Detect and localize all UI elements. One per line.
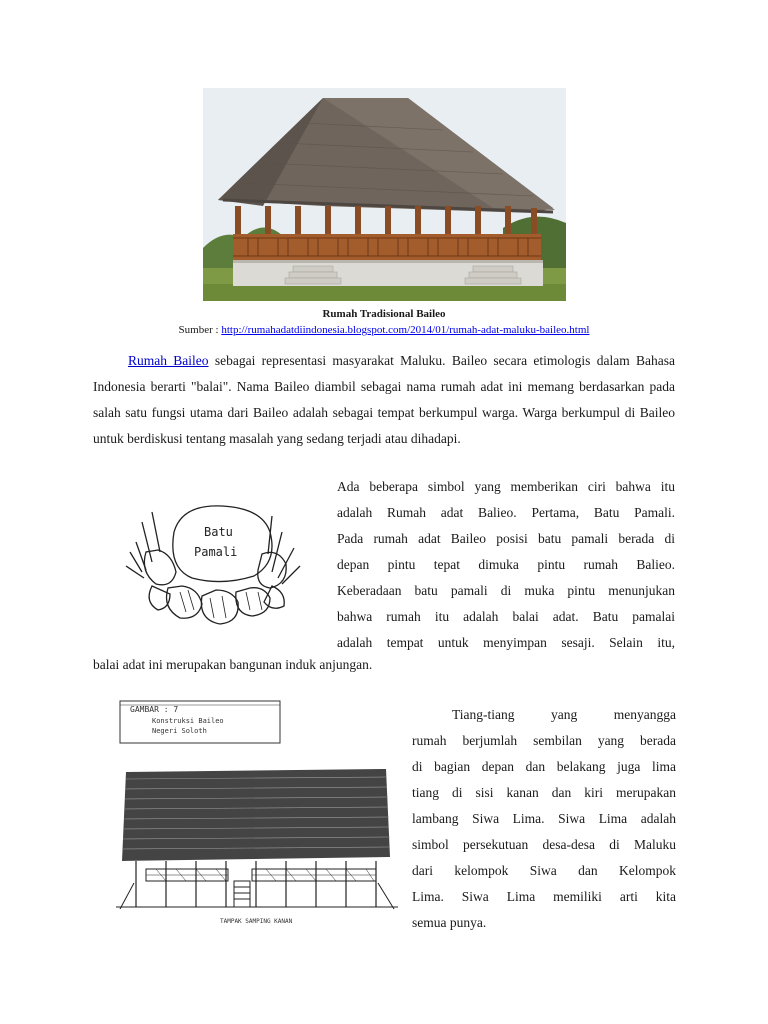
siwa-lima-line: lambang Siwa Lima. Siwa Lima adalah xyxy=(412,811,676,826)
pamali-line: Keberadaan batu pamali di muka pintu menunjukan xyxy=(337,583,675,598)
siwa-lima-line: simbol persekutuan desa-desa di Maluku xyxy=(412,837,676,852)
batu-pamali-sketch xyxy=(122,492,308,638)
siwa-lima-line: dari kelompok Siwa dan Kelompok xyxy=(412,863,676,878)
paragraph-baileo-intro xyxy=(93,348,675,452)
drawing-label-number: GAMBAR : 7 xyxy=(130,705,179,714)
batu-label: Batu xyxy=(204,525,233,539)
source-link[interactable]: http://rumahadatdiindonesia.blogspot.com/2014/01/rumah-adat-maluku-baileo.html xyxy=(221,324,590,336)
paragraph-baileo-intro-text: sebagai representasi masyarakat Maluku. Baileo secara etimologis dalam Bahasa Indonesia berarti "balai". Nama Baileo diambil sebagai nama rumah adat ini memang berdasarkan pada salah satu fungsi utama dari Baileo adalah sebagai tempat berkumpul warga. Warga berkumpul di Baileo untuk berdiskusi tentang masalah yang sedang terjadi atau dihadapi. xyxy=(93,353,675,446)
baileo-house-photo xyxy=(203,88,566,301)
pamali-line: Ada beberapa simbol yang memberikan ciri bahwa itu xyxy=(337,479,675,494)
pamali-line: adalah tempat untuk menyimpan sesaji. Selain itu, xyxy=(337,635,675,650)
drawing-bottom-label: TAMPAK SAMPING KANAN xyxy=(220,918,293,925)
pamali-label: Pamali xyxy=(194,545,238,559)
drawing-label-title: Konstruksi Baileo xyxy=(152,717,224,725)
baileo-construction-drawing xyxy=(116,697,398,929)
pamali-last-line: balai adat ini merupakan bangunan induk anjungan. xyxy=(93,657,373,672)
construction-drawing-illustration xyxy=(116,697,398,929)
siwa-lima-line: rumah berjumlah sembilan yang berada xyxy=(412,733,676,748)
siwa-lima-line: Tiang-tiang yang menyangga xyxy=(452,707,676,722)
figure-source xyxy=(0,324,768,336)
source-prefix: Sumber : xyxy=(178,324,222,336)
drawing-label-place: Negeri Soloth xyxy=(152,727,207,735)
batu-pamali-illustration xyxy=(122,492,308,638)
pamali-line: Pada rumah adat Baileo posisi batu pamali berada di xyxy=(337,531,675,546)
figure-caption: Rumah Tradisional Baileo xyxy=(322,308,446,320)
siwa-lima-line: Lima. Siwa Lima memiliki arti kita xyxy=(412,889,676,904)
pamali-line: depan pintu tepat dimuka pintu rumah Balieo. xyxy=(337,557,675,572)
pamali-line: adalah Rumah adat Balieo. Pertama, Batu Pamali. xyxy=(337,505,675,520)
baileo-photo-illustration xyxy=(203,88,566,301)
siwa-lima-line: semua punya. xyxy=(412,915,487,930)
paragraph-siwa-lima xyxy=(412,702,676,936)
siwa-lima-line: di bagian depan dan belakang juga lima xyxy=(412,759,676,774)
rumah-baileo-link[interactable]: Rumah Baileo xyxy=(128,353,209,368)
siwa-lima-line: tiang di sisi kanan dan kiri merupakan xyxy=(412,785,676,800)
paragraph-pamali xyxy=(337,474,675,656)
pamali-line: bahwa rumah itu adalah balai adat. Batu pamalai xyxy=(337,609,675,624)
